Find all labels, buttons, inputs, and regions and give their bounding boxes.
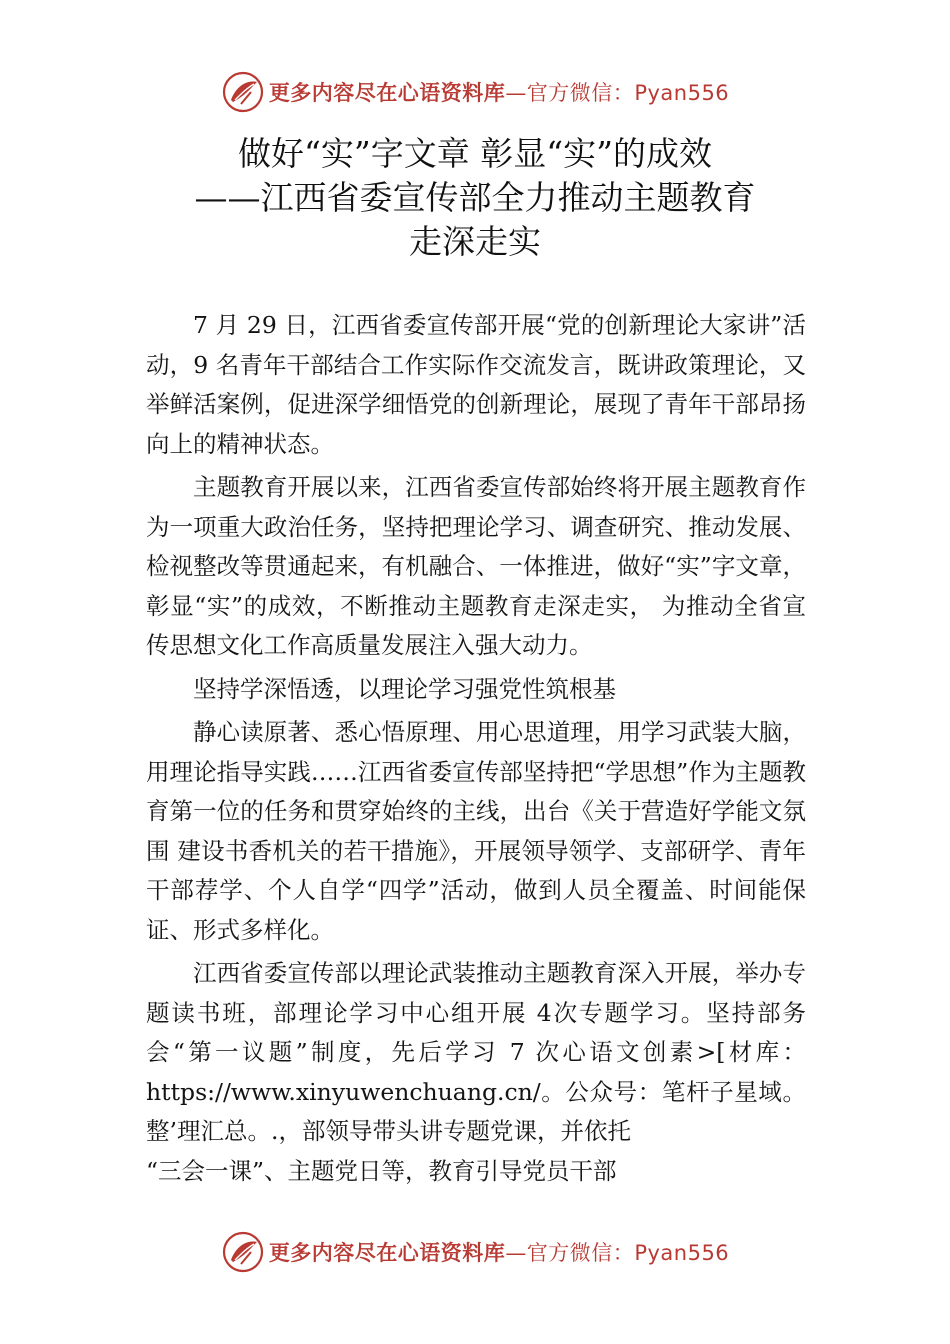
title-line-1: 做好“实”字文章 彰显“实”的成效 (238, 134, 712, 173)
leaf-seal-logo-icon (221, 70, 265, 114)
banner-text (269, 77, 729, 107)
leaf-seal-logo-icon (221, 1230, 265, 1274)
paragraph: 主题教育开展以来，江西省委宣传部始终将开展主题教育作为一项重大政治任务，坚持把理论学习、调查研究、推动发展、检视整改等贯通起来，有机融合、一体推进，做好“实”字文章，彰显“实”的成效，不断推动主题教育走深走实， 为推动全省宣传思想文化工作高质量发展注入强大动力。 (146, 473, 806, 659)
banner-main-text: 更多内容尽在心语资料库 (268, 1241, 506, 1265)
title-line-2: ——江西省委宣传部全力推动主题教育 (194, 178, 756, 217)
header-banner (0, 68, 950, 116)
paragraph-tail-line: “三会一课”、主题党日等，教育引导党员干部 (146, 1156, 617, 1185)
banner-wechat-id: Pyan556 (634, 81, 730, 105)
document-title (0, 132, 950, 264)
section-heading: 坚持学深悟透，以理论学习强党性筑根基 (193, 674, 616, 703)
banner-text (269, 1237, 729, 1267)
paragraph: 江西省委宣传部以理论武装推动主题教育深入开展，举办专题读书班，部理论学习中心组开展 4次专题学习。坚持部务会“第一议题”制度，先后学习 7 次心语文创素>[材库：https://www.xinyuwenchuang.cn/。公众号：笔杆子星域。整’理汇总。.，部领导带头讲专题党课，并依托 (146, 959, 806, 1145)
document-body (146, 306, 806, 1191)
footer-banner (0, 1228, 950, 1276)
title-line-3: 走深走实 (409, 222, 541, 261)
banner-dash: — (505, 1241, 527, 1265)
banner-dash: — (505, 81, 527, 105)
banner-official-label: 官方微信： (526, 81, 635, 105)
paragraph: 7 月 29 日，江西省委宣传部开展“党的创新理论大家讲”活动，9 名青年干部结合工作实际作交流发言，既讲政策理论，又举鲜活案例，促进深学细悟党的创新理论，展现了青年干部昂扬向上的精神状态。 (146, 311, 806, 458)
banner-main-text: 更多内容尽在心语资料库 (268, 81, 506, 105)
paragraph: 静心读原著、悉心悟原理、用心思道理，用学习武装大脑，用理论指导实践……江西省委宣传部坚持把“学思想”作为主题教育第一位的任务和贯穿始终的主线，出台《关于营造好学能文氛围 建设书香机关的若干措施》，开展领导领学、支部研学、青年干部荐学、个人自学“四学”活动，做到人员全覆盖、时间能保证、形式多样化。 (146, 718, 806, 944)
banner-official-label: 官方微信： (526, 1241, 635, 1265)
banner-wechat-id: Pyan556 (634, 1241, 730, 1265)
